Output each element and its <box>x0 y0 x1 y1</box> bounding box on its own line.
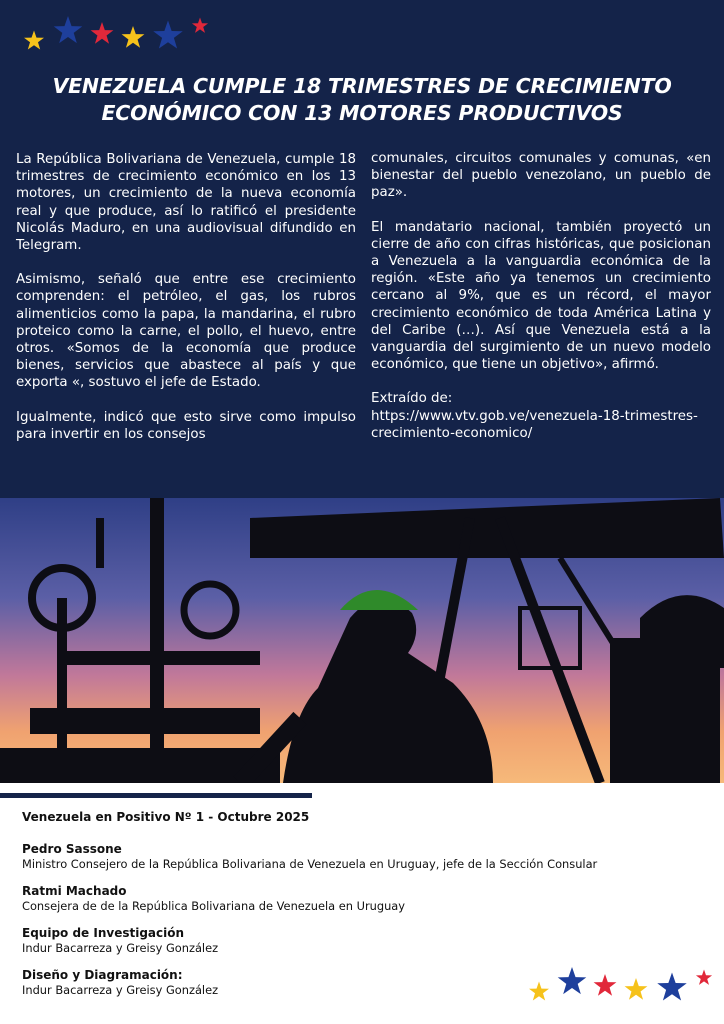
credit-role: Ministro Consejero de la República Bolivariana de Venezuela en Uruguay, jefe de la Sección Consular <box>22 857 598 871</box>
credit-entry <box>22 842 682 872</box>
credit-entry <box>22 968 682 998</box>
red-star-icon <box>91 22 114 44</box>
credit-entry <box>22 926 682 956</box>
stars-top-left <box>20 14 220 54</box>
red-star-icon <box>696 970 712 985</box>
paragraph: Asimismo, señaló que entre ese crecimiento comprenden: el petróleo, el gas, los rubros alimenticios como la papa, la mandarina, el rubro proteico como la carne, el pollo, el huevo, entre otros. «Somos de la economía que produce bienes, servicios que abastece al país y que exporta «, sostuvo el jefe de Estado. <box>16 272 356 391</box>
paragraph: comunales, circuitos comunales y comunas, «en bienestar del pueblo venezolano, un pueblo de paz». <box>371 151 711 201</box>
article-column-right <box>371 150 711 442</box>
red-star-icon <box>192 18 208 33</box>
credit-name: Ratmi Machado <box>22 884 127 898</box>
source-label: Extraído de: <box>371 391 453 407</box>
source-url: https://www.vtv.gob.ve/venezuela-18-trimestres-crecimiento-economico/ <box>371 408 698 441</box>
credit-role: Indur Bacarreza y Greisy González <box>22 941 219 955</box>
credit-role: Consejera de de la República Bolivariana de Venezuela en Uruguay <box>22 899 406 913</box>
paragraph: El mandatario nacional, también proyectó un cierre de año con cifras históricas, que posicionan a Venezuela a la vanguardia económica de la región. «Este año ya tenemos un crecimiento cercano al 9%, que es un récord, el mayor crecimiento económico de toda América Latina y del Caribe (…). Así que Venezuela está a la vanguardia del surgimiento de un nuevo modelo económico, que tiene un objetivo», afirmó. <box>371 219 711 373</box>
credit-name: Diseño y Diagramación: <box>22 968 183 982</box>
header-banner <box>0 0 724 498</box>
credit-role: Indur Bacarreza y Greisy González <box>22 983 219 997</box>
yellow-star-icon <box>24 31 44 50</box>
credit-name: Pedro Sassone <box>22 842 122 856</box>
publication-line: Venezuela en Positivo Nº 1 - Octubre 2025 <box>22 810 310 824</box>
blue-star-icon <box>153 21 182 49</box>
credit-entry <box>22 884 682 914</box>
article-title: VENEZUELA CUMPLE 18 TRIMESTRES DE CRECIMIENTO ECONÓMICO CON 13 MOTORES PRODUCTIVOS <box>52 74 672 125</box>
article-column-left <box>16 151 356 460</box>
yellow-star-icon <box>122 26 145 48</box>
paragraph: Igualmente, indicó que esto sirve como impulso para invertir en los consejos <box>16 409 356 442</box>
paragraph: La República Bolivariana de Venezuela, cumple 18 trimestres de crecimiento económico en los 13 motores, un crecimiento de la nueva economía real y que produce, así lo ratificó el presidente Nicolás Maduro, en una audiovisual difundido en Telegram. <box>16 152 356 254</box>
divider-rule <box>0 793 312 798</box>
blue-star-icon <box>54 16 83 43</box>
credit-name: Equipo de Investigación <box>22 926 185 940</box>
credits-footer <box>22 810 682 1010</box>
oil-worker-silhouette-photo <box>0 498 724 783</box>
